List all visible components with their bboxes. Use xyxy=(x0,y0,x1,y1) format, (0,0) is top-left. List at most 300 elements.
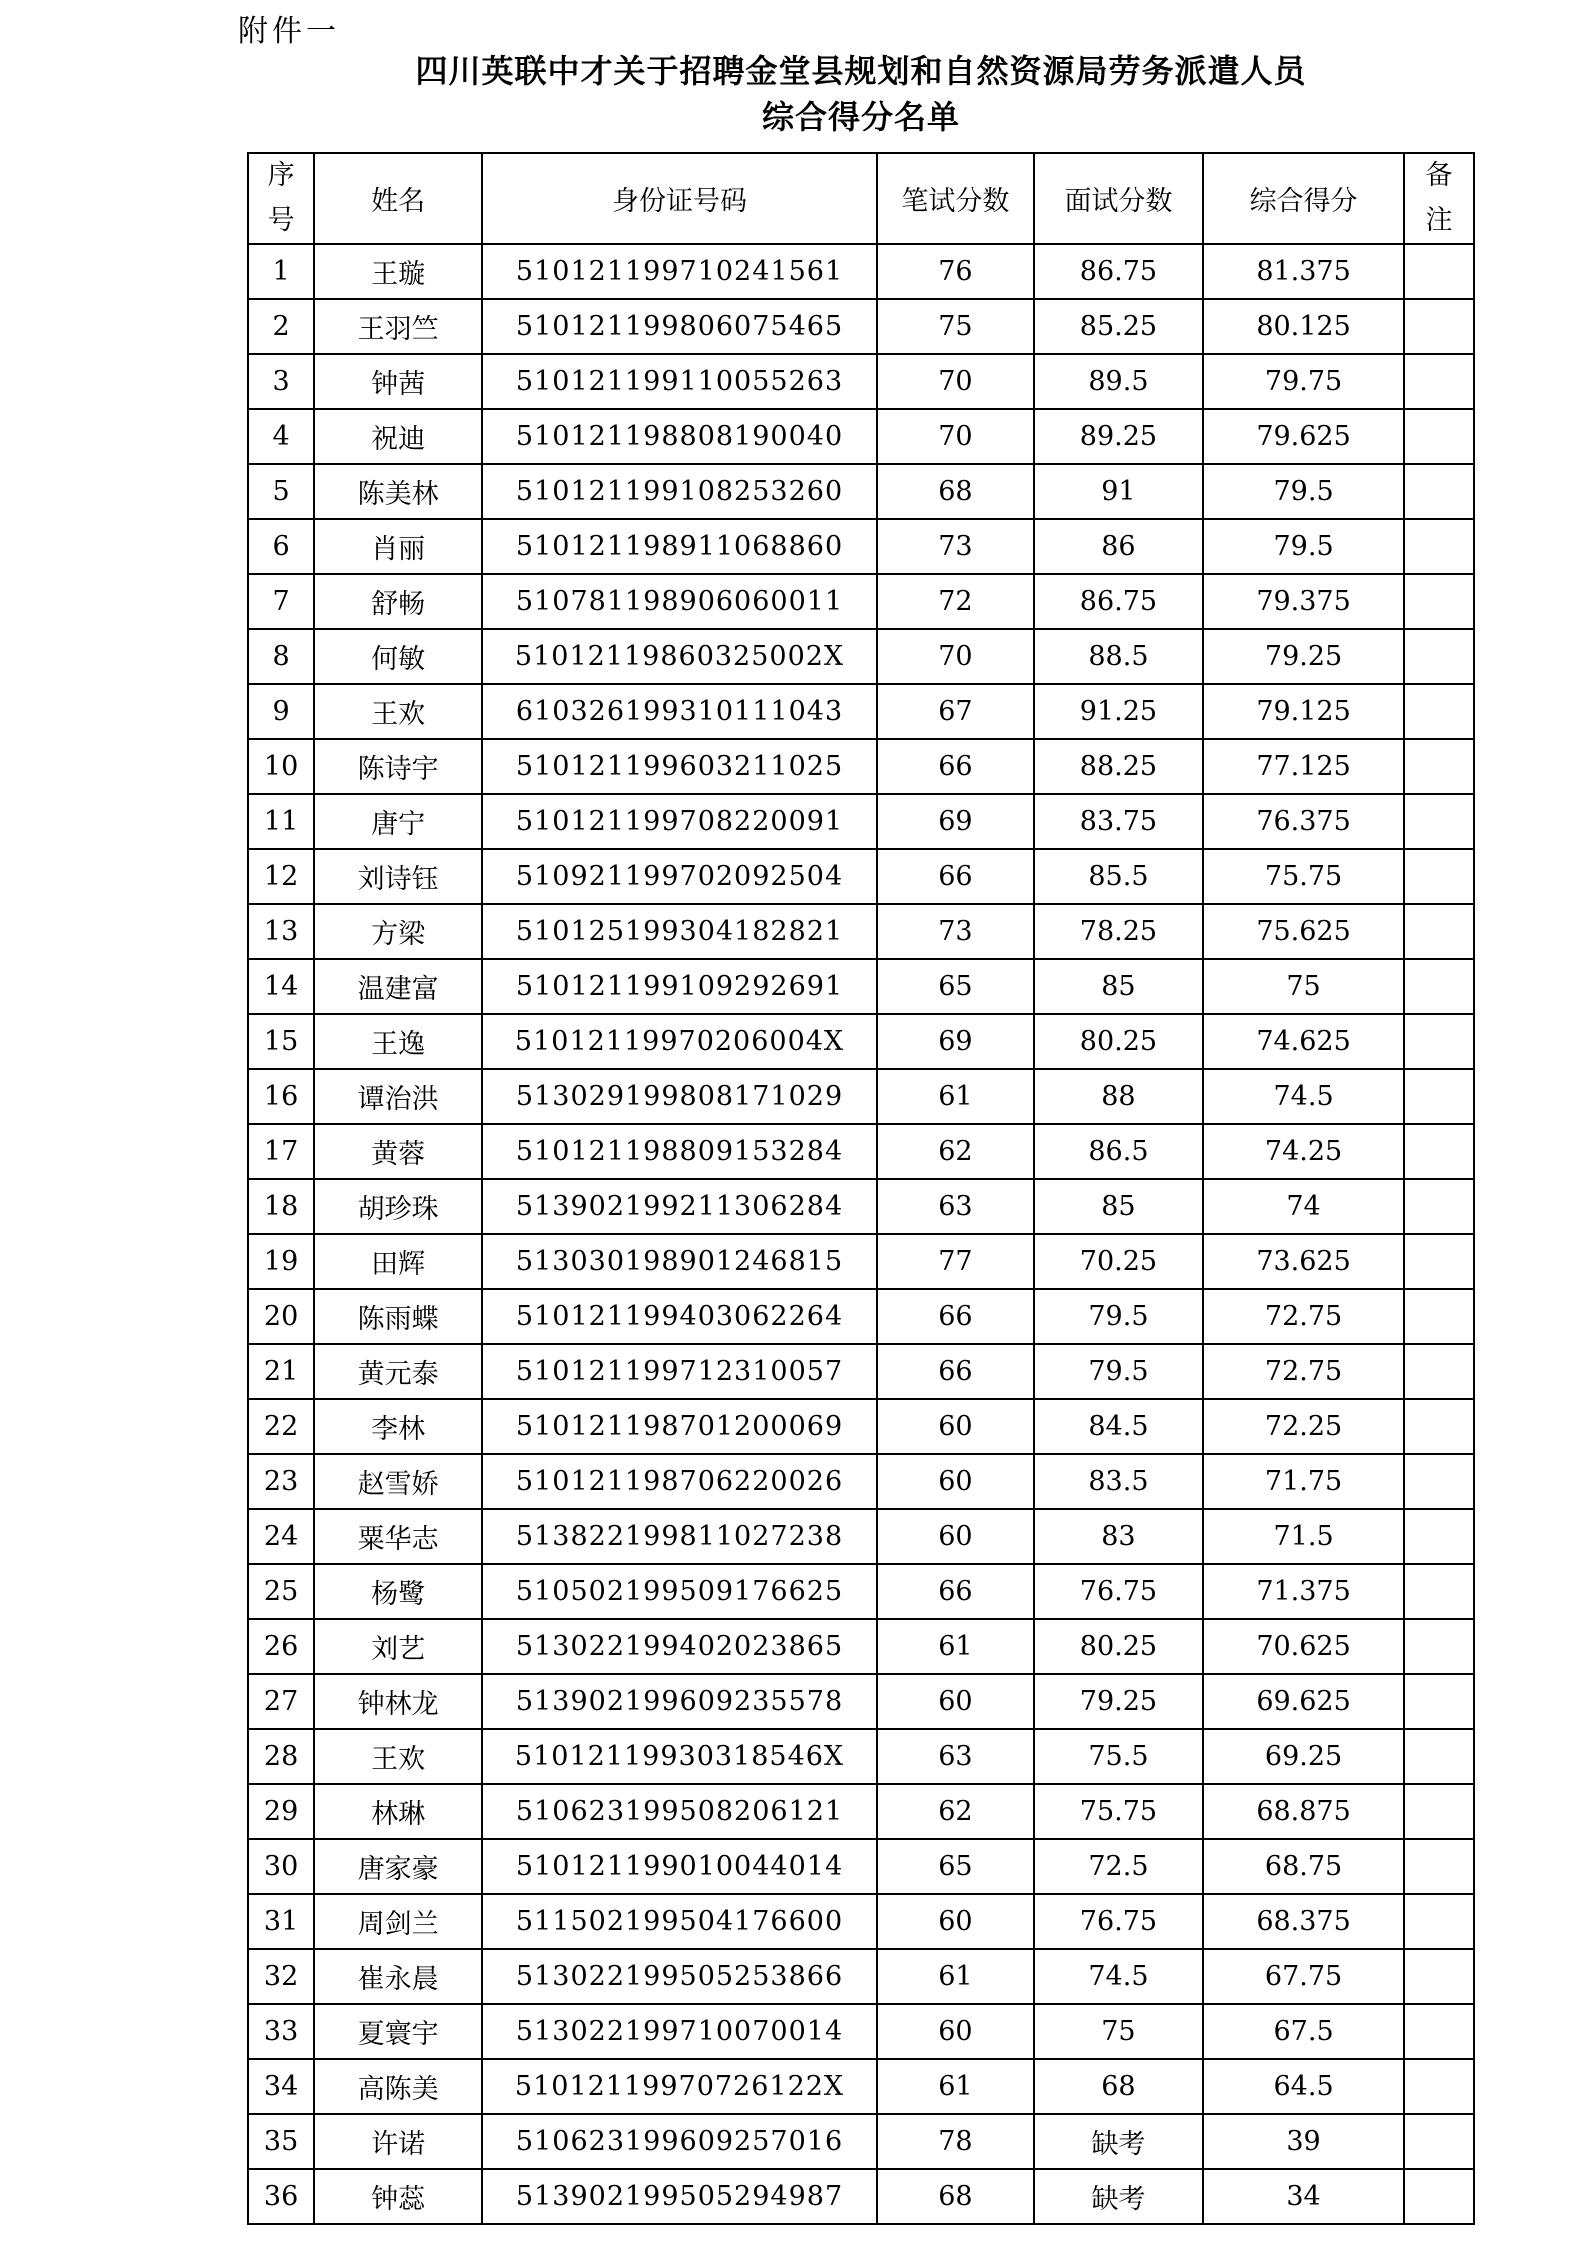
cell-name: 崔永晨 xyxy=(314,1949,482,2004)
cell-total-score: 74.25 xyxy=(1203,1124,1404,1179)
cell-total-score: 79.125 xyxy=(1203,684,1404,739)
header-total-score: 综合得分 xyxy=(1203,153,1404,244)
cell-interview-score: 缺考 xyxy=(1034,2114,1203,2169)
table-row xyxy=(248,849,1474,904)
cell-total-score: 75.75 xyxy=(1203,849,1404,904)
cell-id-number: 610326199310111043 xyxy=(482,684,877,739)
cell-total-score: 71.375 xyxy=(1203,1564,1404,1619)
cell-name: 王羽竺 xyxy=(314,299,482,354)
cell-id-number: 510121199403062264 xyxy=(482,1289,877,1344)
cell-total-score: 79.5 xyxy=(1203,464,1404,519)
cell-no: 33 xyxy=(248,2004,314,2059)
cell-interview-score: 88 xyxy=(1034,1069,1203,1124)
cell-interview-score: 78.25 xyxy=(1034,904,1203,959)
cell-no: 5 xyxy=(248,464,314,519)
cell-written-score: 60 xyxy=(877,1894,1034,1949)
cell-name: 陈雨蝶 xyxy=(314,1289,482,1344)
cell-id-number: 510623199508206121 xyxy=(482,1784,877,1839)
cell-note xyxy=(1404,1839,1474,1894)
cell-id-number: 510121199806075465 xyxy=(482,299,877,354)
table-row xyxy=(248,1784,1474,1839)
cell-id-number: 510121198911068860 xyxy=(482,519,877,574)
cell-id-number: 510121199110055263 xyxy=(482,354,877,409)
cell-note xyxy=(1404,629,1474,684)
cell-total-score: 81.375 xyxy=(1203,244,1404,299)
cell-written-score: 69 xyxy=(877,794,1034,849)
cell-id-number: 510121199108253260 xyxy=(482,464,877,519)
cell-no: 12 xyxy=(248,849,314,904)
cell-written-score: 61 xyxy=(877,1619,1034,1674)
cell-no: 34 xyxy=(248,2059,314,2114)
cell-written-score: 78 xyxy=(877,2114,1034,2169)
cell-no: 8 xyxy=(248,629,314,684)
cell-interview-score: 88.5 xyxy=(1034,629,1203,684)
cell-written-score: 63 xyxy=(877,1179,1034,1234)
cell-total-score: 79.625 xyxy=(1203,409,1404,464)
cell-no: 17 xyxy=(248,1124,314,1179)
cell-note xyxy=(1404,959,1474,1014)
cell-note xyxy=(1404,1619,1474,1674)
cell-interview-score: 79.5 xyxy=(1034,1344,1203,1399)
cell-no: 10 xyxy=(248,739,314,794)
cell-written-score: 62 xyxy=(877,1784,1034,1839)
cell-id-number: 510125199304182821 xyxy=(482,904,877,959)
cell-total-score: 72.75 xyxy=(1203,1344,1404,1399)
cell-written-score: 69 xyxy=(877,1014,1034,1069)
cell-interview-score: 86 xyxy=(1034,519,1203,574)
cell-written-score: 73 xyxy=(877,519,1034,574)
cell-interview-score: 85.25 xyxy=(1034,299,1203,354)
cell-id-number: 510623199609257016 xyxy=(482,2114,877,2169)
cell-id-number: 510502199509176625 xyxy=(482,1564,877,1619)
cell-interview-score: 79.25 xyxy=(1034,1674,1203,1729)
cell-total-score: 69.25 xyxy=(1203,1729,1404,1784)
cell-total-score: 67.5 xyxy=(1203,2004,1404,2059)
cell-name: 祝迪 xyxy=(314,409,482,464)
table-row xyxy=(248,1234,1474,1289)
cell-total-score: 34 xyxy=(1203,2169,1404,2224)
cell-no: 36 xyxy=(248,2169,314,2224)
score-table xyxy=(247,152,1475,2225)
cell-no: 29 xyxy=(248,1784,314,1839)
cell-id-number: 510121198809153284 xyxy=(482,1124,877,1179)
cell-id-number: 513902199211306284 xyxy=(482,1179,877,1234)
cell-total-score: 79.75 xyxy=(1203,354,1404,409)
cell-written-score: 60 xyxy=(877,1454,1034,1509)
table-row xyxy=(248,1124,1474,1179)
cell-written-score: 66 xyxy=(877,1564,1034,1619)
cell-written-score: 70 xyxy=(877,629,1034,684)
cell-written-score: 60 xyxy=(877,1399,1034,1454)
cell-total-score: 74.625 xyxy=(1203,1014,1404,1069)
cell-no: 35 xyxy=(248,2114,314,2169)
cell-name: 钟蕊 xyxy=(314,2169,482,2224)
cell-total-score: 79.375 xyxy=(1203,574,1404,629)
cell-name: 夏寰宇 xyxy=(314,2004,482,2059)
table-row xyxy=(248,1839,1474,1894)
cell-name: 刘艺 xyxy=(314,1619,482,1674)
cell-no: 1 xyxy=(248,244,314,299)
cell-interview-score: 80.25 xyxy=(1034,1619,1203,1674)
header-row xyxy=(248,153,1474,244)
cell-note xyxy=(1404,684,1474,739)
cell-interview-score: 76.75 xyxy=(1034,1564,1203,1619)
cell-interview-score: 85.5 xyxy=(1034,849,1203,904)
cell-note xyxy=(1404,2114,1474,2169)
cell-total-score: 69.625 xyxy=(1203,1674,1404,1729)
cell-no: 15 xyxy=(248,1014,314,1069)
cell-total-score: 68.75 xyxy=(1203,1839,1404,1894)
cell-name: 许诺 xyxy=(314,2114,482,2169)
cell-id-number: 513902199505294987 xyxy=(482,2169,877,2224)
cell-note xyxy=(1404,739,1474,794)
cell-interview-score: 84.5 xyxy=(1034,1399,1203,1454)
cell-total-score: 77.125 xyxy=(1203,739,1404,794)
cell-note xyxy=(1404,574,1474,629)
cell-note xyxy=(1404,1729,1474,1784)
cell-name: 肖丽 xyxy=(314,519,482,574)
cell-name: 杨鹭 xyxy=(314,1564,482,1619)
cell-total-score: 64.5 xyxy=(1203,2059,1404,2114)
cell-note xyxy=(1404,1949,1474,2004)
cell-no: 9 xyxy=(248,684,314,739)
cell-no: 28 xyxy=(248,1729,314,1784)
cell-note xyxy=(1404,849,1474,904)
cell-name: 李林 xyxy=(314,1399,482,1454)
cell-id-number: 510121198701200069 xyxy=(482,1399,877,1454)
score-table-body xyxy=(248,244,1474,2224)
cell-id-number: 510121199603211025 xyxy=(482,739,877,794)
table-row xyxy=(248,244,1474,299)
cell-id-number: 513022199710070014 xyxy=(482,2004,877,2059)
cell-id-number: 51012119930318546X xyxy=(482,1729,877,1784)
cell-note xyxy=(1404,1894,1474,1949)
table-row xyxy=(248,574,1474,629)
cell-name: 王璇 xyxy=(314,244,482,299)
cell-id-number: 513822199811027238 xyxy=(482,1509,877,1564)
cell-interview-score: 83.75 xyxy=(1034,794,1203,849)
cell-total-score: 67.75 xyxy=(1203,1949,1404,2004)
table-row xyxy=(248,1069,1474,1124)
table-row xyxy=(248,684,1474,739)
cell-no: 16 xyxy=(248,1069,314,1124)
cell-written-score: 75 xyxy=(877,299,1034,354)
cell-no: 2 xyxy=(248,299,314,354)
table-row xyxy=(248,2169,1474,2224)
table-row xyxy=(248,1674,1474,1729)
table-row xyxy=(248,904,1474,959)
table-row xyxy=(248,794,1474,849)
cell-total-score: 39 xyxy=(1203,2114,1404,2169)
cell-name: 唐宁 xyxy=(314,794,482,849)
cell-name: 刘诗钰 xyxy=(314,849,482,904)
cell-name: 唐家豪 xyxy=(314,1839,482,1894)
cell-note xyxy=(1404,409,1474,464)
cell-id-number: 510121199708220091 xyxy=(482,794,877,849)
cell-note xyxy=(1404,1069,1474,1124)
cell-interview-score: 70.25 xyxy=(1034,1234,1203,1289)
cell-interview-score: 91 xyxy=(1034,464,1203,519)
cell-name: 温建富 xyxy=(314,959,482,1014)
cell-no: 20 xyxy=(248,1289,314,1344)
cell-id-number: 513029199808171029 xyxy=(482,1069,877,1124)
doc-title-line2: 综合得分名单 xyxy=(761,98,960,136)
cell-interview-score: 75 xyxy=(1034,2004,1203,2059)
cell-written-score: 60 xyxy=(877,2004,1034,2059)
cell-interview-score: 75.5 xyxy=(1034,1729,1203,1784)
cell-written-score: 70 xyxy=(877,409,1034,464)
header-no-label: 序号 xyxy=(267,160,295,236)
cell-id-number: 513022199505253866 xyxy=(482,1949,877,2004)
cell-id-number: 511502199504176600 xyxy=(482,1894,877,1949)
table-row xyxy=(248,1179,1474,1234)
cell-no: 24 xyxy=(248,1509,314,1564)
cell-name: 田辉 xyxy=(314,1234,482,1289)
cell-interview-score: 91.25 xyxy=(1034,684,1203,739)
cell-interview-score: 75.75 xyxy=(1034,1784,1203,1839)
header-name: 姓名 xyxy=(314,153,482,244)
cell-written-score: 60 xyxy=(877,1509,1034,1564)
cell-no: 4 xyxy=(248,409,314,464)
cell-note xyxy=(1404,1234,1474,1289)
cell-interview-score: 68 xyxy=(1034,2059,1203,2114)
cell-id-number: 510781198906060011 xyxy=(482,574,877,629)
cell-note xyxy=(1404,794,1474,849)
cell-written-score: 66 xyxy=(877,739,1034,794)
cell-total-score: 75.625 xyxy=(1203,904,1404,959)
cell-written-score: 72 xyxy=(877,574,1034,629)
doc-title xyxy=(247,48,1475,140)
cell-total-score: 72.75 xyxy=(1203,1289,1404,1344)
cell-interview-score: 80.25 xyxy=(1034,1014,1203,1069)
cell-interview-score: 85 xyxy=(1034,959,1203,1014)
cell-interview-score: 74.5 xyxy=(1034,1949,1203,2004)
cell-written-score: 66 xyxy=(877,849,1034,904)
cell-no: 7 xyxy=(248,574,314,629)
cell-written-score: 60 xyxy=(877,1674,1034,1729)
cell-name: 高陈美 xyxy=(314,2059,482,2114)
header-no xyxy=(248,153,314,244)
cell-no: 23 xyxy=(248,1454,314,1509)
cell-interview-score: 72.5 xyxy=(1034,1839,1203,1894)
cell-id-number: 510121199710241561 xyxy=(482,244,877,299)
table-row xyxy=(248,1564,1474,1619)
cell-name: 周剑兰 xyxy=(314,1894,482,1949)
cell-written-score: 65 xyxy=(877,959,1034,1014)
cell-note xyxy=(1404,1179,1474,1234)
cell-name: 方梁 xyxy=(314,904,482,959)
cell-name: 赵雪娇 xyxy=(314,1454,482,1509)
table-row xyxy=(248,299,1474,354)
cell-id-number: 510121199712310057 xyxy=(482,1344,877,1399)
cell-total-score: 76.375 xyxy=(1203,794,1404,849)
cell-name: 林琳 xyxy=(314,1784,482,1839)
header-note xyxy=(1404,153,1474,244)
cell-written-score: 61 xyxy=(877,2059,1034,2114)
cell-name: 王逸 xyxy=(314,1014,482,1069)
cell-note xyxy=(1404,1509,1474,1564)
cell-id-number: 513022199402023865 xyxy=(482,1619,877,1674)
cell-note xyxy=(1404,2169,1474,2224)
cell-note xyxy=(1404,1564,1474,1619)
cell-interview-score: 89.5 xyxy=(1034,354,1203,409)
cell-no: 27 xyxy=(248,1674,314,1729)
table-row xyxy=(248,354,1474,409)
table-row xyxy=(248,1894,1474,1949)
cell-interview-score: 89.25 xyxy=(1034,409,1203,464)
doc-title-line1: 四川英联中才关于招聘金堂县规划和自然资源局劳务派遣人员 xyxy=(415,52,1307,90)
cell-note xyxy=(1404,2059,1474,2114)
table-row xyxy=(248,1014,1474,1069)
cell-written-score: 61 xyxy=(877,1949,1034,2004)
cell-no: 22 xyxy=(248,1399,314,1454)
table-row xyxy=(248,1399,1474,1454)
cell-written-score: 62 xyxy=(877,1124,1034,1179)
cell-total-score: 72.25 xyxy=(1203,1399,1404,1454)
cell-no: 25 xyxy=(248,1564,314,1619)
cell-written-score: 77 xyxy=(877,1234,1034,1289)
cell-interview-score: 88.25 xyxy=(1034,739,1203,794)
cell-name: 钟林龙 xyxy=(314,1674,482,1729)
cell-id-number: 510121199010044014 xyxy=(482,1839,877,1894)
cell-total-score: 79.25 xyxy=(1203,629,1404,684)
cell-no: 31 xyxy=(248,1894,314,1949)
cell-name: 王欢 xyxy=(314,684,482,739)
table-row xyxy=(248,409,1474,464)
cell-written-score: 68 xyxy=(877,464,1034,519)
cell-written-score: 65 xyxy=(877,1839,1034,1894)
cell-written-score: 76 xyxy=(877,244,1034,299)
cell-no: 13 xyxy=(248,904,314,959)
cell-name: 王欢 xyxy=(314,1729,482,1784)
cell-no: 18 xyxy=(248,1179,314,1234)
cell-total-score: 80.125 xyxy=(1203,299,1404,354)
cell-note xyxy=(1404,1399,1474,1454)
cell-id-number: 510121198808190040 xyxy=(482,409,877,464)
cell-note xyxy=(1404,1454,1474,1509)
table-row xyxy=(248,2059,1474,2114)
cell-total-score: 68.375 xyxy=(1203,1894,1404,1949)
cell-name: 陈美林 xyxy=(314,464,482,519)
cell-written-score: 67 xyxy=(877,684,1034,739)
table-row xyxy=(248,2004,1474,2059)
cell-interview-score: 76.75 xyxy=(1034,1894,1203,1949)
cell-note xyxy=(1404,299,1474,354)
cell-note xyxy=(1404,2004,1474,2059)
cell-no: 6 xyxy=(248,519,314,574)
cell-id-number: 510121199109292691 xyxy=(482,959,877,1014)
cell-note xyxy=(1404,904,1474,959)
table-row xyxy=(248,519,1474,574)
cell-total-score: 75 xyxy=(1203,959,1404,1014)
cell-written-score: 70 xyxy=(877,354,1034,409)
cell-written-score: 61 xyxy=(877,1069,1034,1124)
cell-no: 11 xyxy=(248,794,314,849)
cell-interview-score: 83 xyxy=(1034,1509,1203,1564)
cell-no: 32 xyxy=(248,1949,314,2004)
cell-written-score: 63 xyxy=(877,1729,1034,1784)
cell-interview-score: 86.75 xyxy=(1034,574,1203,629)
table-row xyxy=(248,2114,1474,2169)
cell-interview-score: 83.5 xyxy=(1034,1454,1203,1509)
cell-name: 谭治洪 xyxy=(314,1069,482,1124)
cell-interview-score: 85 xyxy=(1034,1179,1203,1234)
cell-note xyxy=(1404,1124,1474,1179)
cell-written-score: 66 xyxy=(877,1289,1034,1344)
cell-note xyxy=(1404,1784,1474,1839)
cell-total-score: 71.5 xyxy=(1203,1509,1404,1564)
cell-note xyxy=(1404,354,1474,409)
table-row xyxy=(248,959,1474,1014)
cell-id-number: 51012119970726122X xyxy=(482,2059,877,2114)
cell-note xyxy=(1404,1014,1474,1069)
cell-note xyxy=(1404,1674,1474,1729)
cell-interview-score: 79.5 xyxy=(1034,1289,1203,1344)
table-row xyxy=(248,629,1474,684)
cell-interview-score: 缺考 xyxy=(1034,2169,1203,2224)
cell-name: 胡珍珠 xyxy=(314,1179,482,1234)
cell-written-score: 68 xyxy=(877,2169,1034,2224)
cell-no: 3 xyxy=(248,354,314,409)
cell-written-score: 73 xyxy=(877,904,1034,959)
cell-id-number: 510121198706220026 xyxy=(482,1454,877,1509)
cell-name: 陈诗宇 xyxy=(314,739,482,794)
cell-no: 30 xyxy=(248,1839,314,1894)
cell-name: 黄蓉 xyxy=(314,1124,482,1179)
header-interview-score: 面试分数 xyxy=(1034,153,1203,244)
cell-no: 19 xyxy=(248,1234,314,1289)
cell-no: 21 xyxy=(248,1344,314,1399)
cell-id-number: 513902199609235578 xyxy=(482,1674,877,1729)
header-note-label: 备注 xyxy=(1425,160,1453,236)
cell-id-number: 51012119860325002X xyxy=(482,629,877,684)
cell-note xyxy=(1404,1344,1474,1399)
table-row xyxy=(248,1619,1474,1674)
cell-name: 粟华志 xyxy=(314,1509,482,1564)
table-row xyxy=(248,1344,1474,1399)
cell-total-score: 74.5 xyxy=(1203,1069,1404,1124)
cell-id-number: 513030198901246815 xyxy=(482,1234,877,1289)
cell-written-score: 66 xyxy=(877,1344,1034,1399)
header-id-number: 身份证号码 xyxy=(482,153,877,244)
cell-note xyxy=(1404,244,1474,299)
table-row xyxy=(248,1454,1474,1509)
cell-note xyxy=(1404,1289,1474,1344)
cell-total-score: 73.625 xyxy=(1203,1234,1404,1289)
cell-total-score: 68.875 xyxy=(1203,1784,1404,1839)
table-row xyxy=(248,1509,1474,1564)
table-row xyxy=(248,739,1474,794)
cell-interview-score: 86.5 xyxy=(1034,1124,1203,1179)
cell-no: 14 xyxy=(248,959,314,1014)
cell-note xyxy=(1404,464,1474,519)
cell-no: 26 xyxy=(248,1619,314,1674)
cell-total-score: 79.5 xyxy=(1203,519,1404,574)
cell-id-number: 51012119970206004X xyxy=(482,1014,877,1069)
attachment-label: 附件一 xyxy=(238,14,340,49)
cell-note xyxy=(1404,519,1474,574)
cell-name: 舒畅 xyxy=(314,574,482,629)
cell-name: 钟茜 xyxy=(314,354,482,409)
table-row xyxy=(248,1729,1474,1784)
cell-name: 何敏 xyxy=(314,629,482,684)
cell-total-score: 74 xyxy=(1203,1179,1404,1234)
table-row xyxy=(248,1949,1474,2004)
header-written-score: 笔试分数 xyxy=(877,153,1034,244)
cell-interview-score: 86.75 xyxy=(1034,244,1203,299)
cell-total-score: 71.75 xyxy=(1203,1454,1404,1509)
cell-total-score: 70.625 xyxy=(1203,1619,1404,1674)
